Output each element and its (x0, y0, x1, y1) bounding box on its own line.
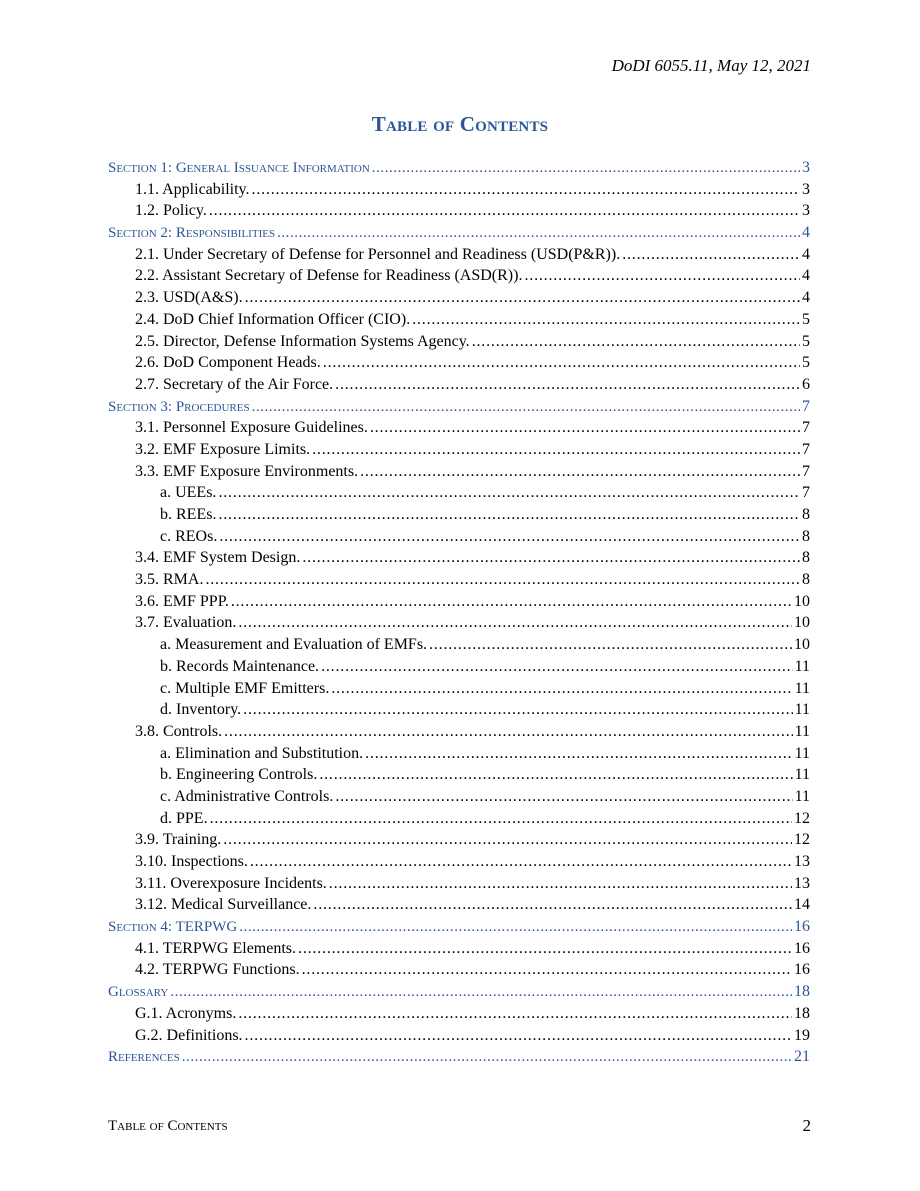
toc-page-number: 7 (802, 419, 810, 437)
toc-section-link[interactable] (108, 1046, 810, 1068)
toc-page-number: 12 (794, 831, 810, 849)
toc-entry-title: 3.2. EMF Exposure Limits. (135, 440, 311, 458)
dot-leader (370, 417, 800, 439)
toc-entry-title: 4.2. TERPWG Functions. (135, 961, 300, 979)
toc-page-number: 3 (802, 202, 810, 220)
dot-leader (245, 1025, 792, 1047)
toc-entry-title: d. PPE. (160, 809, 208, 827)
toc-entry-title: c. Multiple EMF Emitters. (160, 679, 330, 697)
toc-section-link[interactable] (108, 396, 810, 418)
dot-leader (335, 786, 792, 808)
toc-entry-title: c. REOs. (160, 527, 218, 545)
toc-entry-link[interactable] (108, 786, 810, 808)
dot-leader (302, 959, 792, 981)
toc-page-number: 10 (794, 636, 810, 654)
toc-page-number: 10 (794, 614, 810, 632)
toc-page-number: 11 (794, 787, 810, 805)
toc-entry-title: b. Records Maintenance. (160, 657, 320, 675)
toc-page-number: 6 (802, 375, 810, 393)
toc-page-number: 3 (802, 159, 810, 176)
dot-leader (209, 200, 800, 222)
toc-entry-link[interactable] (108, 461, 810, 483)
toc-entry-title: 2.7. Secretary of the Air Force. (135, 375, 334, 393)
dot-leader (321, 656, 793, 678)
toc-entry-title: 3.4. EMF System Design. (135, 549, 301, 567)
toc-entry-title: G.1. Acronyms. (135, 1004, 237, 1022)
toc-entry-title: 2.1. Under Secretary of Defense for Personnel and Readiness (USD(P&R)). (135, 245, 621, 263)
toc-page-number: 14 (794, 896, 810, 914)
toc-entry-title: 1.2. Policy. (135, 202, 207, 220)
toc-page-number: 11 (794, 657, 810, 675)
toc-entry-link[interactable] (108, 179, 810, 201)
document-id-header: DoDI 6055.11, May 12, 2021 (611, 56, 811, 75)
dot-leader (218, 482, 800, 504)
toc-section-link[interactable] (108, 981, 810, 1003)
toc-page-number: 8 (802, 527, 810, 545)
dot-leader (238, 612, 792, 634)
dot-leader (335, 374, 800, 396)
toc-page-number: 10 (794, 592, 810, 610)
toc-entry-title: c. Administrative Controls. (160, 787, 334, 805)
toc-entry-link[interactable] (108, 200, 810, 222)
dot-leader (231, 591, 792, 613)
toc-page-number: 7 (802, 462, 810, 480)
table-of-contents (108, 157, 810, 1068)
dot-leader (252, 179, 800, 201)
toc-entry-link[interactable] (108, 743, 810, 765)
toc-entry-link[interactable] (108, 808, 810, 830)
dot-leader (182, 1047, 792, 1068)
toc-page-number: 4 (802, 224, 810, 242)
toc-section-link[interactable] (108, 222, 810, 244)
toc-page-number: 4 (802, 289, 810, 307)
toc-page-number: 16 (794, 961, 810, 979)
toc-entry-link[interactable] (108, 417, 810, 439)
dot-leader (224, 721, 792, 743)
toc-entry-link[interactable] (108, 244, 810, 266)
dot-leader (250, 851, 792, 873)
toc-page-number: 21 (794, 1048, 810, 1066)
toc-entry-title: Section 4: TERPWG (108, 919, 238, 936)
toc-section-link[interactable] (108, 916, 810, 938)
toc-entry-link[interactable] (108, 959, 810, 981)
toc-entry-link[interactable] (108, 591, 810, 613)
toc-page-number: 11 (794, 744, 810, 762)
toc-entry-link[interactable] (108, 482, 810, 504)
toc-entry-title: G.2. Definitions. (135, 1026, 243, 1044)
toc-page-number: 18 (794, 983, 810, 1001)
toc-page-number: 5 (802, 332, 810, 350)
toc-page-number: 11 (794, 701, 810, 719)
toc-entry-title: 3.6. EMF PPP. (135, 592, 229, 610)
toc-entry-link[interactable] (108, 678, 810, 700)
toc-entry-title: 3.11. Overexposure Incidents. (135, 874, 327, 892)
toc-entry-title: 3.7. Evaluation. (135, 614, 237, 632)
toc-page-number: 16 (794, 939, 810, 957)
dot-leader (277, 223, 800, 244)
toc-entry-title: Section 1: General Issuance Information (108, 160, 370, 176)
toc-entry-link[interactable] (108, 547, 810, 569)
toc-entry-title: Section 3: Procedures (108, 398, 250, 415)
toc-entry-title: 2.3. USD(A&S). (135, 289, 243, 307)
toc-entry-link[interactable] (108, 287, 810, 309)
toc-page-number: 8 (802, 571, 810, 589)
toc-page-number: 5 (802, 310, 810, 328)
dot-leader (238, 1003, 792, 1025)
toc-entry-title: 4.1. TERPWG Elements. (135, 939, 297, 957)
dot-leader (312, 439, 800, 461)
toc-entry-title: 3.9. Training. (135, 831, 222, 849)
dot-leader (319, 764, 792, 786)
dot-leader (372, 158, 800, 179)
toc-page-number: 13 (794, 874, 810, 892)
toc-entry-link[interactable] (108, 569, 810, 591)
toc-entry-title: b. REEs. (160, 506, 217, 523)
toc-entry-title: 2.6. DoD Component Heads. (135, 354, 321, 372)
toc-page-number: 11 (794, 679, 810, 697)
dot-leader (412, 309, 800, 331)
toc-page-number: 3 (802, 180, 810, 198)
toc-page-number: 4 (802, 267, 810, 285)
dot-leader (210, 808, 792, 830)
toc-entry-title: 3.3. EMF Exposure Environments. (135, 462, 359, 480)
toc-entry-title: 3.5. RMA. (135, 571, 204, 589)
dot-leader (360, 461, 800, 483)
toc-entry-title: b. Engineering Controls. (160, 766, 318, 784)
toc-page-number: 8 (802, 549, 810, 567)
toc-entry-title: d. Inventory. (160, 701, 242, 719)
toc-entry-link[interactable] (108, 439, 810, 461)
toc-entry-link[interactable] (108, 526, 810, 548)
toc-entry-link[interactable] (108, 829, 810, 851)
dot-leader (252, 397, 800, 418)
toc-entry-title: 3.10. Inspections. (135, 853, 248, 870)
toc-entry-title: 2.4. DoD Chief Information Officer (CIO). (135, 310, 411, 328)
toc-page-number: 11 (794, 722, 810, 740)
toc-entry-link[interactable] (108, 612, 810, 634)
dot-leader (331, 678, 792, 700)
dot-leader (329, 873, 792, 895)
toc-entry-link[interactable] (108, 374, 810, 396)
dot-leader (219, 526, 800, 548)
toc-entry-title: a. Elimination and Substitution. (160, 744, 364, 762)
page-number: 2 (802, 1116, 811, 1135)
toc-entry-link[interactable] (108, 1003, 810, 1025)
page-title: Table of Contents (371, 112, 549, 136)
toc-entry-title: References (108, 1049, 180, 1066)
toc-entry-link[interactable] (108, 352, 810, 374)
toc-page-number: 8 (802, 506, 810, 523)
toc-entry-title: 3.12. Medical Surveillance. (135, 896, 312, 914)
dot-leader (205, 569, 800, 591)
dot-leader (218, 504, 800, 526)
toc-entry-title: 1.1. Applicability. (135, 180, 250, 198)
dot-leader (239, 917, 792, 938)
dot-leader (429, 634, 792, 656)
toc-entry-link[interactable] (108, 721, 810, 743)
toc-entry-link[interactable] (108, 894, 810, 916)
toc-entry-link[interactable] (108, 504, 810, 526)
dot-leader (365, 743, 792, 765)
toc-entry-link[interactable] (108, 309, 810, 331)
toc-entry-title: 2.5. Director, Defense Information Systems Agency. (135, 332, 470, 350)
toc-entry-link[interactable] (108, 1025, 810, 1047)
toc-entry-link[interactable] (108, 656, 810, 678)
toc-page-number: 4 (802, 245, 810, 263)
toc-entry-title: Glossary (108, 984, 169, 1001)
toc-entry-title: a. Measurement and Evaluation of EMFs. (160, 636, 428, 654)
toc-page-number: 7 (802, 484, 810, 502)
toc-entry-link[interactable] (108, 634, 810, 656)
dot-leader (313, 894, 792, 916)
toc-entry-link[interactable] (108, 699, 810, 721)
toc-page-number: 7 (802, 397, 810, 415)
toc-page-number: 13 (794, 853, 810, 870)
dot-leader (245, 287, 800, 309)
dot-leader (298, 938, 792, 960)
dot-leader (302, 547, 800, 569)
footer-section-label: Table of Contents (108, 1118, 228, 1134)
dot-leader (622, 244, 800, 266)
toc-section-link[interactable] (108, 157, 810, 179)
toc-page-number: 16 (794, 918, 810, 936)
toc-entry-link[interactable] (108, 873, 810, 895)
toc-page-number: 11 (794, 766, 810, 784)
toc-page-number: 7 (802, 440, 810, 458)
toc-entry-link[interactable] (108, 764, 810, 786)
toc-entry-link[interactable] (108, 331, 810, 353)
toc-page-number: 12 (794, 809, 810, 827)
toc-page-number: 19 (794, 1026, 810, 1044)
dot-leader (223, 829, 792, 851)
toc-entry-title: Section 2: Responsibilities (108, 225, 276, 242)
dot-leader (170, 982, 792, 1003)
toc-entry-title: a. UEEs. (160, 484, 217, 502)
toc-entry-title: 3.8. Controls. (135, 722, 223, 740)
toc-entry-link[interactable] (108, 265, 810, 287)
toc-entry-title: 3.1. Personnel Exposure Guidelines. (135, 419, 368, 437)
toc-page-number: 5 (802, 354, 810, 372)
toc-page-number: 18 (794, 1004, 810, 1022)
dot-leader (524, 265, 800, 287)
toc-entry-link[interactable] (108, 851, 810, 873)
dot-leader (243, 699, 792, 721)
toc-entry-title: 2.2. Assistant Secretary of Defense for Readiness (ASD(R)). (135, 267, 523, 285)
dot-leader (323, 352, 800, 374)
dot-leader (472, 331, 800, 353)
toc-entry-link[interactable] (108, 938, 810, 960)
